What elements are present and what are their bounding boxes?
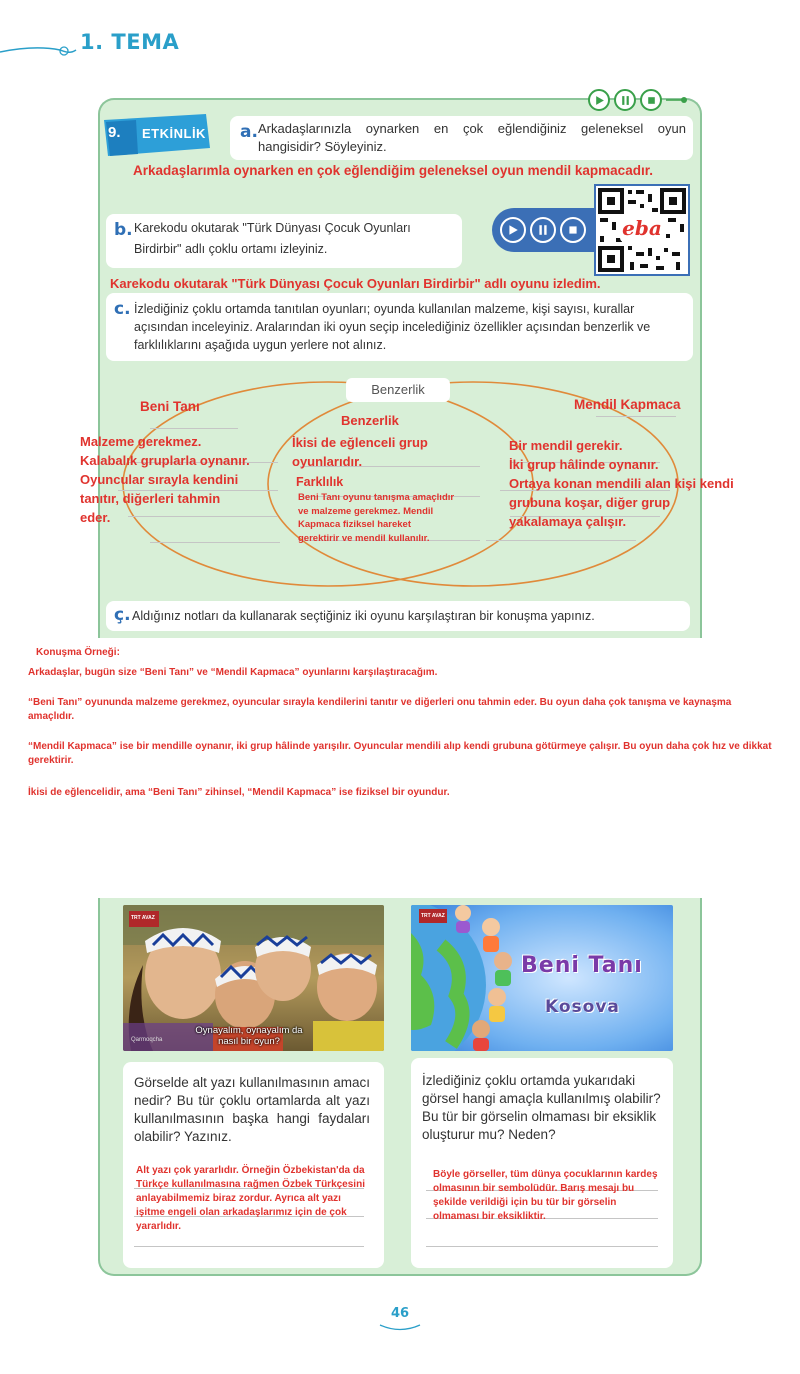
question-a-letter: a.	[240, 122, 258, 142]
answer-right: Böyle görseller, tüm dünya çocuklarının kardeş olmasının bir sembolüdür. Barış mesajı bu şekilde verildiği için bu tür bir görselin olmaması bir eksikliktir.	[433, 1169, 658, 1222]
venn-mid-diff: Beni Tanı oyunu tanışma amaçlıdır ve malzeme gerekmez. Mendil Kapmaca fiziksel hareket gerektirir ve mendil kullanılır.	[298, 492, 455, 544]
video-country: Kosova	[545, 997, 620, 1017]
venn-mid-similarity-title: Benzerlik	[341, 413, 399, 428]
question-b-letter: b.	[114, 220, 133, 240]
world-children-illustration	[411, 905, 673, 1051]
venn-center-label: Benzerlik	[371, 382, 425, 397]
activity-label: ETKİNLİK	[142, 126, 206, 141]
answer-line	[426, 1246, 658, 1247]
trt-badge-right: TRT AVAZ	[421, 913, 445, 919]
answer-line	[150, 428, 238, 429]
header-swoosh	[0, 44, 78, 56]
question-cc-letter: ç.	[114, 605, 131, 625]
trt-badge-left: TRT AVAZ	[131, 915, 155, 921]
video-title: Beni Tanı	[521, 953, 643, 978]
venn-mid-similarity: İkisi de eğlenceli grup oyunlarıdır.	[292, 435, 428, 469]
question-right-text: İzlediğiniz çoklu ortamda yukarıdaki görsel hangi amaçla kullanılmış olabilir? Bu tür bir görselin olmaması bir eksiklik oluşturur mu? Neden?	[422, 1073, 661, 1142]
play-icon[interactable]	[588, 89, 610, 111]
answer-left: Alt yazı çok yararlıdır. Örneğin Özbekistan'da da Türkçe kullanılmasına rağmen Özbek Türkçesini anlayabilmemiz biraz zordur. Ayrıca alt yazı işitme engeli olan arkadaşlarımız için de çok yararlıdır.	[136, 1165, 365, 1232]
page-number: 46	[390, 1306, 410, 1321]
answer-b: Karekodu okutarak "Türk Dünyası Çocuk Oyunları Birdirbir" adlı oyunu izledim.	[110, 276, 601, 291]
venn-mid-diff-title: Farklılık	[296, 475, 344, 489]
speech-p3: “Mendil Kapmaca” ise bir mendille oynanır, iki grup hâlinde yarışılır. Oyuncular mendili alıp kendi grubuna götürmeye çalışır. Bu oyun daha çok hız ve dikkat gerektirir.	[28, 741, 772, 766]
question-b-text: Karekodu okutarak "Türk Dünyası Çocuk Oyunları Birdirbir" adlı çoklu ortamı izleyiniz.	[134, 221, 411, 256]
speech-p4: İkisi de eğlencelidir, ama “Beni Tanı” zihinsel, “Mendil Kapmaca” ise fiziksel bir oyundur.	[28, 787, 450, 798]
venn-right-answer: Bir mendil gerekir. İki grup hâlinde oynanır. Ortaya konan mendili alan kişi kendi grubuna koşar, diğer grup yakalamaya çalışır.	[509, 438, 734, 529]
panel-media-controls	[588, 89, 688, 111]
pause-icon[interactable]	[530, 217, 556, 243]
speech-p2: “Beni Tanı” oyununda malzeme gerekmez, oyuncular sırayla kendilerini tanıtır ve diğerleri onu tahmin eder. Bu oyun daha çok tanışma ve kaynaşma amaçlıdır.	[28, 697, 732, 722]
venn-right-title: Mendil Kapmaca	[574, 397, 681, 412]
qr-code[interactable]	[594, 184, 690, 276]
question-c-text: İzlediğiniz çoklu ortamda tanıtılan oyunları; oyunda kullanılan malzeme, kişi sayısı, kurallar açısından inceleyiniz. Aralarından iki oyun seçip incelediğiniz özellikler açısından benzerlik ve farklılıklarını aşağıda uygun yerlere not alınız.	[134, 302, 651, 352]
answer-a: Arkadaşlarımla oynarken en çok eğlendiğim geleneksel oyun mendil kapmacadır.	[133, 163, 653, 178]
play-icon[interactable]	[500, 217, 526, 243]
speech-p1: Arkadaşlar, bugün size “Beni Tanı” ve “Mendil Kapmaca” oyunlarını karşılaştıracağım.	[28, 667, 438, 678]
venn-left-title: Beni Tanı	[140, 399, 200, 414]
pause-icon[interactable]	[614, 89, 636, 111]
answer-line	[134, 1246, 364, 1247]
video-controls	[492, 208, 602, 252]
stop-icon[interactable]	[640, 89, 662, 111]
question-a-text: Arkadaşlarınızla oynarken en çok eğlendiğiniz geleneksel oyun hangisidir? Söyleyiniz.	[258, 121, 686, 154]
speech-title: Konuşma Örneği:	[36, 647, 120, 658]
venn-left-answer: Malzeme gerekmez. Kalabalık gruplarla oynanır. Oyuncular sırayla kendini tanıtır, diğerleri tahmin eder.	[80, 434, 250, 525]
connector-line-icon	[666, 95, 688, 105]
answer-line	[596, 416, 676, 417]
video-subtitle: Oynayalım, oynayalım da nasıl bir oyun?	[195, 1025, 303, 1047]
question-cc-text: Aldığınız notları da kullanarak seçtiğiniz iki oyunu karşılaştıran bir konuşma yapınız.	[132, 609, 595, 623]
video-watermark: Qarmoqcha	[131, 1037, 163, 1043]
children-video-still	[123, 905, 384, 1051]
question-left-text: Görselde alt yazı kullanılmasının amacı nedir? Bu tür çoklu ortamlarda alt yazı kullanılmasının başka hangi faydaları olabilir? Yazınız.	[134, 1075, 370, 1144]
activity-number: 9.	[108, 124, 121, 141]
answer-line	[486, 540, 636, 541]
theme-title: 1. TEMA	[80, 30, 180, 54]
eba-logo: eba	[620, 216, 664, 242]
page-number-swoosh	[378, 1322, 422, 1332]
beni-tani-video-still	[411, 905, 673, 1051]
answer-line	[150, 542, 280, 543]
question-c-letter: c.	[114, 299, 131, 319]
stop-icon[interactable]	[560, 217, 586, 243]
